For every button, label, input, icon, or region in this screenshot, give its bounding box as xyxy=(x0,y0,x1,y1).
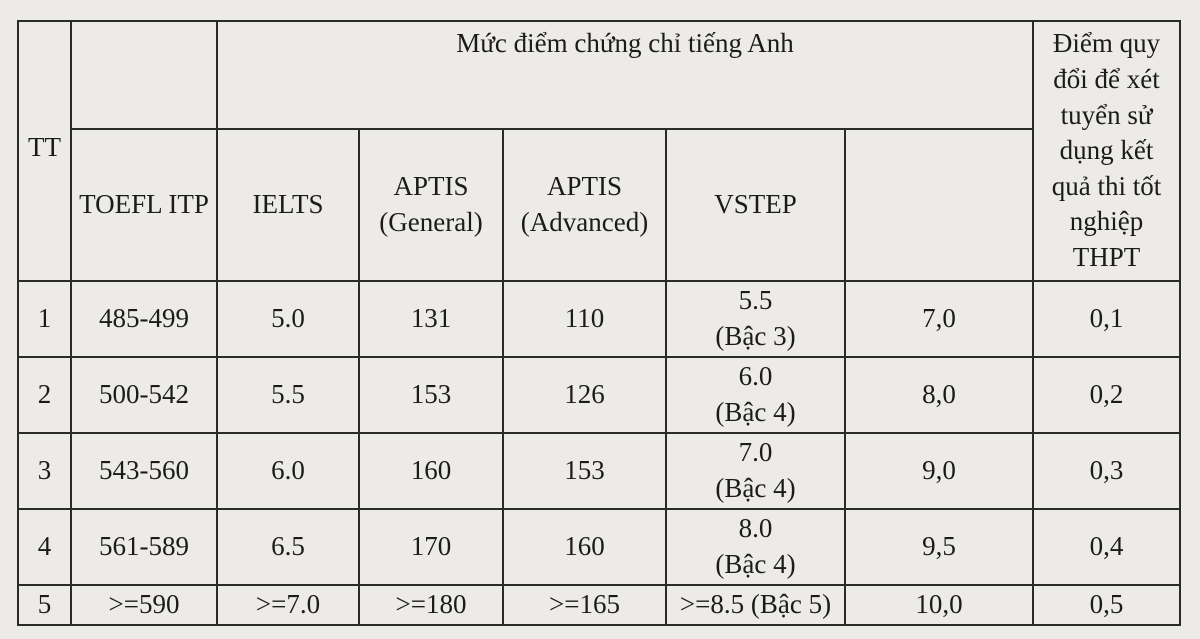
cell-aptis-advanced: 160 xyxy=(503,509,666,585)
cell-bonus: 0,4 xyxy=(1033,509,1180,585)
vstep-level: (Bậc 3) xyxy=(715,321,796,351)
cell-aptis-general: 131 xyxy=(359,281,503,357)
cell-vstep xyxy=(666,281,845,357)
cell-bonus: 0,2 xyxy=(1033,357,1180,433)
cell-ielts: >=7.0 xyxy=(217,585,359,625)
cell-toefl: 561-589 xyxy=(71,509,217,585)
cell-tt: 1 xyxy=(18,281,71,357)
cell-tt: 2 xyxy=(18,357,71,433)
cell-conversion: 8,0 xyxy=(845,357,1033,433)
table-row xyxy=(18,281,1180,357)
cell-conversion: 9,5 xyxy=(845,509,1033,585)
cell-aptis-general: 160 xyxy=(359,433,503,509)
cell-aptis-advanced: 110 xyxy=(503,281,666,357)
cell-vstep xyxy=(666,509,845,585)
header-blank xyxy=(71,21,217,129)
table-row xyxy=(18,585,1180,625)
cell-toefl: 500-542 xyxy=(71,357,217,433)
cell-vstep xyxy=(666,433,845,509)
cell-toefl: 485-499 xyxy=(71,281,217,357)
header-aptis-general: APTIS (General) xyxy=(359,129,503,281)
cell-ielts: 5.0 xyxy=(217,281,359,357)
certificate-conversion-table xyxy=(17,20,1181,626)
vstep-score: 5.5 xyxy=(738,285,773,316)
vstep-score: 6.0 xyxy=(738,361,773,392)
cell-ielts: 6.0 xyxy=(217,433,359,509)
header-aptis-advanced: APTIS (Advanced) xyxy=(503,129,666,281)
header-group-english-certificate: Mức điểm chứng chỉ tiếng Anh xyxy=(217,21,1033,129)
header-vstep: VSTEP xyxy=(666,129,845,281)
cell-ielts: 6.5 xyxy=(217,509,359,585)
cell-bonus: 0,1 xyxy=(1033,281,1180,357)
cell-bonus: 0,3 xyxy=(1033,433,1180,509)
vstep-level: (Bậc 4) xyxy=(715,473,796,503)
cell-aptis-general: >=180 xyxy=(359,585,503,625)
vstep-score: 7.0 xyxy=(738,437,773,468)
cell-aptis-advanced: 126 xyxy=(503,357,666,433)
vstep-score: 8.0 xyxy=(738,513,773,544)
cell-toefl: 543-560 xyxy=(71,433,217,509)
cell-aptis-general: 170 xyxy=(359,509,503,585)
cell-tt: 4 xyxy=(18,509,71,585)
vstep-level: (Bậc 4) xyxy=(715,549,796,579)
cell-ielts: 5.5 xyxy=(217,357,359,433)
table-row xyxy=(18,433,1180,509)
cell-vstep xyxy=(666,357,845,433)
header-ielts: IELTS xyxy=(217,129,359,281)
header-toefl-itp: TOEFL ITP xyxy=(71,129,217,281)
cell-aptis-advanced: 153 xyxy=(503,433,666,509)
table-row xyxy=(18,357,1180,433)
cell-aptis-advanced: >=165 xyxy=(503,585,666,625)
cell-tt: 3 xyxy=(18,433,71,509)
cell-conversion: 10,0 xyxy=(845,585,1033,625)
cell-toefl: >=590 xyxy=(71,585,217,625)
cell-vstep: >=8.5 (Bậc 5) xyxy=(666,585,845,625)
cell-bonus: 0,5 xyxy=(1033,585,1180,625)
header-conversion-score: Điểm quy đổi để xét tuyển sử dụng kết quả thi tốt nghiệp THPT xyxy=(1033,21,1180,281)
cell-conversion: 9,0 xyxy=(845,433,1033,509)
table-row xyxy=(18,509,1180,585)
header-tt: TT xyxy=(18,21,71,281)
cell-tt: 5 xyxy=(18,585,71,625)
vstep-level: (Bậc 4) xyxy=(715,397,796,427)
cell-aptis-general: 153 xyxy=(359,357,503,433)
cell-conversion: 7,0 xyxy=(845,281,1033,357)
